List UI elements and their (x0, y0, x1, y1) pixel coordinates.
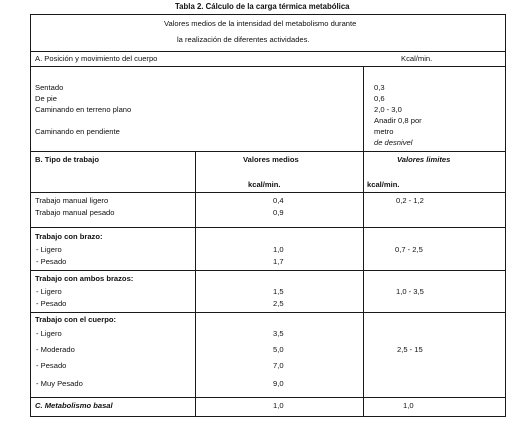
section-b-column-divider-2 (363, 151, 364, 417)
section-a-value: 0,6 (374, 94, 385, 103)
brazo-row-medio: 1,7 (273, 257, 284, 266)
section-a-label: Caminando en terreno plano (35, 105, 132, 114)
section-a-value: 0,3 (374, 83, 385, 92)
section-a-label: De pie (35, 94, 57, 103)
ambos-row-medio: 2,5 (273, 299, 284, 308)
cuerpo-row-label: - Pesado (36, 361, 67, 370)
brazo-row-label: - Ligero (36, 245, 62, 254)
manual-row-limite: 0,2 - 1,2 (396, 196, 424, 205)
ambos-row-label: - Pesado (36, 299, 67, 308)
cuerpo-row-medio: 7,0 (273, 361, 284, 370)
brazo-divider (30, 270, 506, 271)
section-b-divider (30, 151, 506, 152)
brazo-heading: Trabajo con brazo: (35, 232, 103, 241)
manual-row-label: Trabajo manual ligero (35, 196, 109, 205)
section-c-medio: 1,0 (273, 401, 284, 410)
section-a-heading-divider (30, 66, 506, 67)
section-b-heading: B. Tipo de trabajo (35, 155, 99, 164)
header-line-1: Valores medios de la intensidad del metabolismo durante (164, 19, 357, 28)
table-left-border (30, 14, 31, 417)
table-bottom-border (30, 416, 506, 417)
section-a-value-line: de desnivel (374, 138, 413, 147)
cuerpo-row-label: - Moderado (36, 345, 75, 354)
section-a-value-line: metro (374, 127, 394, 136)
unit-medios: kcal/min. (248, 180, 281, 189)
header-line-2: la realización de diferentes actividades. (177, 35, 310, 44)
section-b-column-divider-1 (195, 151, 196, 417)
cuerpo-heading: Trabajo con el cuerpo: (35, 315, 117, 324)
ambos-limite: 1,0 - 3,5 (396, 287, 424, 296)
section-a-column-divider (363, 66, 364, 152)
section-a-label: Caminando en pendiente (35, 127, 120, 136)
table-top-border (30, 14, 506, 15)
manual-divider (30, 227, 506, 228)
section-a-unit: Kcal/min. (401, 54, 433, 63)
section-c-heading: C. Metabolismo basal (35, 401, 113, 410)
section-a-value-line: Anadir 0,8 por (374, 116, 422, 125)
section-a-label: Sentado (35, 83, 64, 92)
cuerpo-row-medio: 9,0 (273, 379, 284, 388)
cuerpo-limite: 2,5 - 15 (397, 345, 423, 354)
section-a-heading: A. Posición y movimiento del cuerpo (35, 54, 158, 63)
cuerpo-row-label: - Ligero (36, 329, 62, 338)
cuerpo-row-medio: 5,0 (273, 345, 284, 354)
manual-row-medio: 0,9 (273, 208, 284, 217)
unit-limites: kcal/min. (367, 180, 400, 189)
cuerpo-divider (30, 397, 506, 398)
cuerpo-row-medio: 3,5 (273, 329, 284, 338)
ambos-divider (30, 312, 506, 313)
section-c-limite: 1,0 (403, 401, 414, 410)
ambos-row-label: - Ligero (36, 287, 62, 296)
brazo-row-medio: 1,0 (273, 245, 284, 254)
col-limites-heading: Valores limites (397, 155, 451, 164)
cuerpo-row-label: - Muy Pesado (36, 379, 83, 388)
header-divider (30, 51, 506, 52)
section-a-value: 2,0 - 3,0 (374, 105, 402, 114)
brazo-limite: 0,7 - 2,5 (395, 245, 423, 254)
ambos-heading: Trabajo con ambos brazos: (35, 274, 134, 283)
manual-row-label: Trabajo manual pesado (35, 208, 115, 217)
col-medios-heading: Valores medios (243, 155, 299, 164)
units-divider (30, 192, 506, 193)
table-title: Tabla 2. Cálculo de la carga térmica metabólica (175, 2, 350, 11)
manual-row-medio: 0,4 (273, 196, 284, 205)
table-right-border (505, 14, 506, 417)
brazo-row-label: - Pesado (36, 257, 67, 266)
ambos-row-medio: 1,5 (273, 287, 284, 296)
